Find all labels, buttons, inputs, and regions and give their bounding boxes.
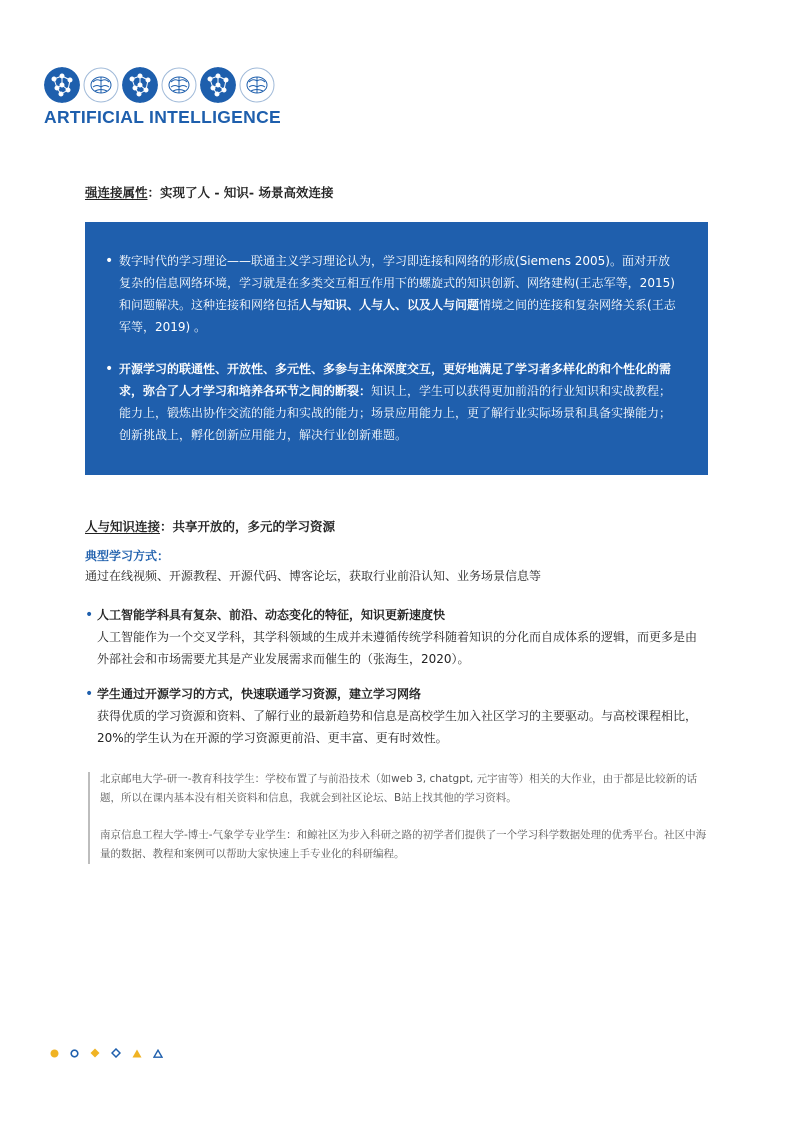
bullet-dot-icon: • — [85, 607, 94, 623]
section2-title — [85, 517, 335, 535]
triangle-outline-icon — [153, 1049, 163, 1058]
diamond-filled-icon — [90, 1048, 100, 1058]
highlight-bullet-2 — [105, 358, 681, 448]
circle-outline-icon — [70, 1049, 79, 1058]
logo-icon-row — [44, 67, 275, 103]
brain-icon — [161, 67, 197, 103]
brain-icon — [83, 67, 119, 103]
point-1 — [85, 604, 705, 670]
bullet-dot-icon: • — [85, 686, 94, 702]
point-2 — [85, 683, 705, 749]
learning-methods-heading: 典型学习方式： — [85, 549, 170, 563]
section2-title-underlined: 人与知识连接 — [85, 519, 161, 534]
diamond-outline-icon — [111, 1048, 121, 1058]
neural-network-icon — [44, 67, 80, 103]
bullet2-text-rest: 知识上，学生可以获得更加前沿的行业知识和实战教程；能力上，锻炼出协作交流的能力和实战的能力；场景应用能力上，更了解行业实际场景和具备实操能力；创新挑战上，孵化创新应用能力，解决行业创新难题。 — [119, 384, 672, 442]
bullet1-text-a: 数字时代的学习理论——联通主义学习理论认为，学习即连接和网络的形成(Siemens 2005)。面对开放复杂的信息网络环境，学习就是在多类交互相互作用下的螺旋式的知识创新、网络建构(王志军等，2015) 和问题解决。这种连接和网络包括 — [119, 254, 675, 312]
highlight-bullet-2-text — [119, 358, 681, 446]
bullet2-text-bold: 开源学习的联通性、开放性、多元性、多参与主体深度交互，更好地满足了学习者多样化的和个性化的需求，弥合了人才学习和培养各环节之间的断裂： — [119, 362, 672, 398]
triangle-filled-icon — [132, 1049, 142, 1058]
highlight-bullet-1-text — [119, 250, 681, 338]
point-2-heading: 学生通过开源学习的方式，快速联通学习资源，建立学习网络 — [97, 687, 422, 701]
learning-methods-text: 通过在线视频、开源教程、开源代码、博客论坛，获取行业前沿认知、业务场景信息等 — [85, 569, 542, 583]
circle-filled-icon — [50, 1049, 59, 1058]
brain-icon — [239, 67, 275, 103]
neural-network-icon — [200, 67, 236, 103]
bullet1-text-b: 情境之间的连接和复杂网络关系(王志军等，2019) 。 — [119, 298, 676, 334]
bullet-dot-icon: • — [105, 253, 114, 269]
footer-decoration — [50, 1048, 163, 1058]
section1-title — [85, 183, 333, 201]
bullet-dot-icon: • — [105, 361, 114, 377]
section1-title-underlined: 强连接属性 — [85, 185, 148, 200]
bullet1-text-bold: 人与知识、人与人、以及人与问题 — [299, 298, 480, 312]
neural-network-icon — [122, 67, 158, 103]
point-1-heading: 人工智能学科具有复杂、前沿、动态变化的特征，知识更新速度快 — [97, 608, 446, 622]
section1-title-rest: ：实现了人 - 知识- 场景高效连接 — [147, 185, 334, 200]
brand-title: ARTIFICIAL INTELLIGENCE — [44, 107, 281, 127]
quote-1: 北京邮电大学-研一-教育科技学生：学校布置了与前沿技术（如web 3, chatgpt, 元宇宙等）相关的大作业，由于都是比较新的话题，所以在课内基本没有相关资料和信息，我就会到社区论坛、B站上找其他的学习资料。 — [100, 773, 698, 804]
highlight-box — [85, 222, 708, 475]
highlight-bullet-1 — [105, 250, 681, 340]
point-1-body: 人工智能作为一个交叉学科，其学科领域的生成并未遵循传统学科随着知识的分化而自成体系的逻辑，而更多是由外部社会和市场需要尤其是产业发展需求而催生的（张海生，2020）。 — [97, 630, 698, 666]
quote-2: 南京信息工程大学-博士-气象学专业学生：和鲸社区为步入科研之路的初学者们提供了一个学习科学数据处理的优秀平台。社区中海量的数据、教程和案例可以帮助大家快速上手专业化的科研编程。 — [100, 829, 707, 860]
section2-title-rest: ：共享开放的，多元的学习资源 — [160, 519, 336, 534]
point-2-body: 获得优质的学习资源和资料、了解行业的最新趋势和信息是高校学生加入社区学习的主要驱动。与高校课程相比，20%的学生认为在开源的学习资源更前沿、更丰富、更有时效性。 — [97, 709, 698, 745]
student-quotes — [88, 772, 708, 864]
